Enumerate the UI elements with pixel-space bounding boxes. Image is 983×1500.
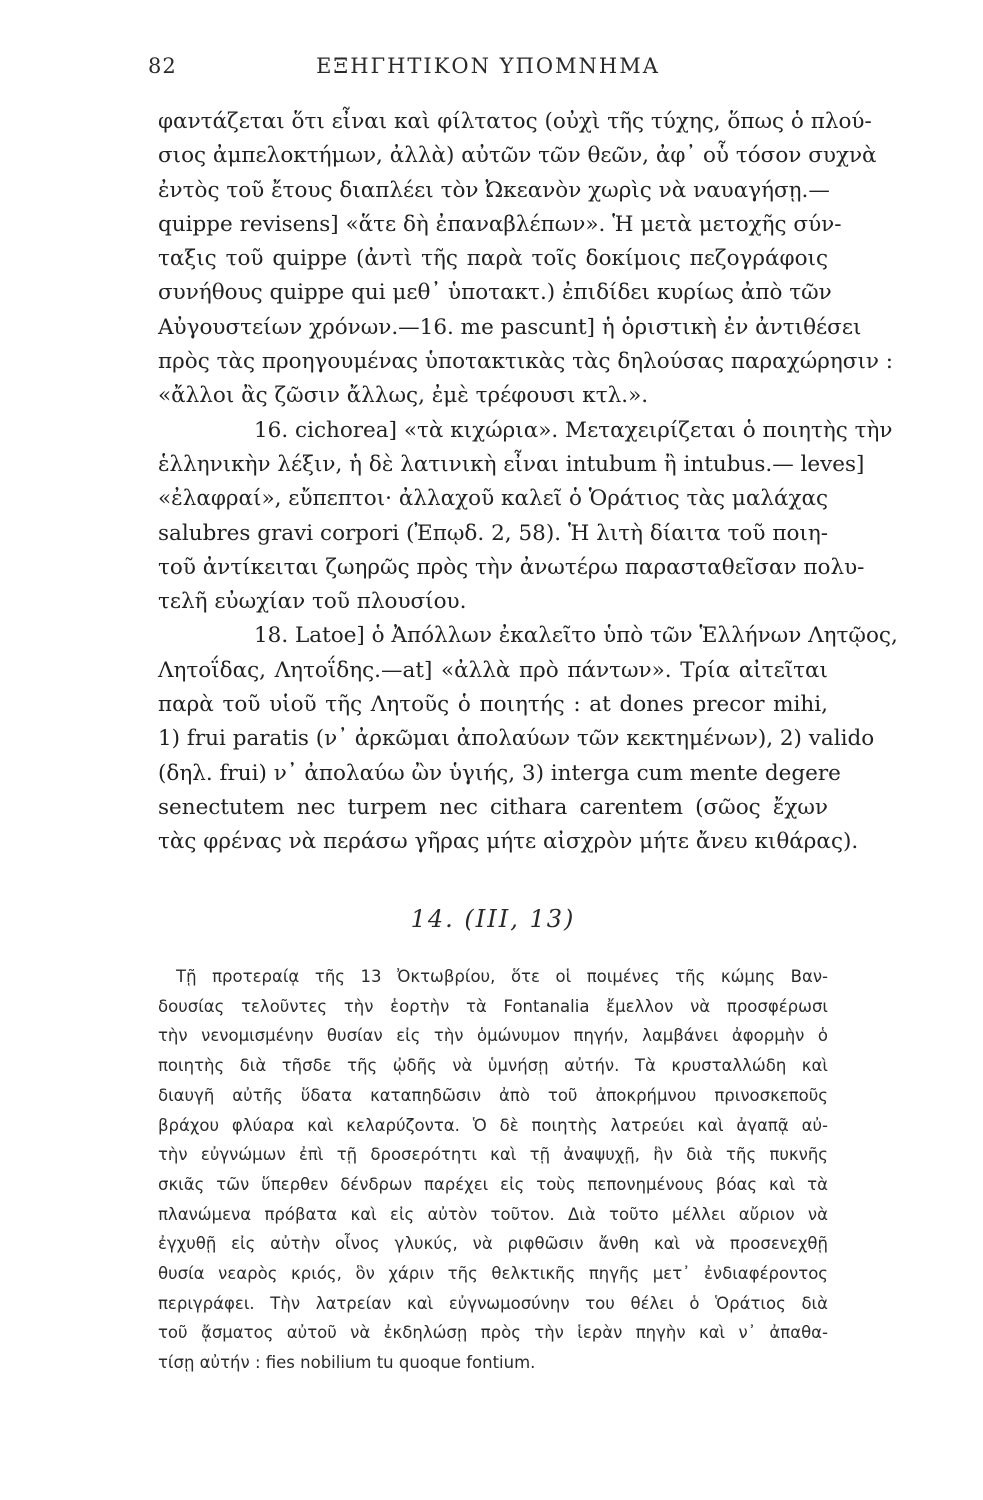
- commentary-line: (δηλ. frui) ν᾽ ἀπολαύω ὢν ὑγιής, 3) interga cum mente degere: [158, 760, 841, 786]
- commentary-line: «ἄλλοι ἂς ζῶσιν ἄλλως, ἐμὲ τρέφουσι κτλ.».: [158, 383, 649, 409]
- summary-line: θυσία νεαρὸς κριός, ὃν χάριν τῆς θελκτικῆς πηγῆς μετ᾽ ἐνδιαφέροντος: [158, 1264, 828, 1284]
- summary-line: σκιᾶς τῶν ὕπερθεν δένδρων παρέχει εἰς τοὺς πεπονημένους βόας καὶ τὰ: [158, 1174, 828, 1194]
- commentary-line: senectutem nec turpem nec cithara carentem (σῶος ἔχων: [158, 794, 828, 820]
- commentary-line: 1) frui paratis (ν᾽ ἀρκῶμαι ἀπολαύων τῶν κεκτημένων), 2) valido: [158, 726, 875, 752]
- summary-line: ἐγχυθῇ εἰς αὐτὴν οἶνος γλυκύς, νὰ ριφθῶσιν ἄνθη καὶ νὰ προσενεχθῇ: [158, 1234, 828, 1254]
- commentary-line: πρὸς τὰς προηγουμένας ὑποτακτικὰς τὰς δηλούσας παραχώρησιν :: [158, 349, 894, 375]
- commentary-line: ἐντὸς τοῦ ἔτους διαπλέει τὸν Ὠκεανὸν χωρὶς νὰ ναυαγήσῃ.—: [158, 177, 830, 203]
- summary-line: πλανώμενα πρόβατα καὶ εἰς αὐτὸν τοῦτον. Διὰ τοῦτο μέλλει αὔριον νὰ: [158, 1204, 828, 1224]
- commentary-line: τοῦ ἀντίκειται ζωηρῶς πρὸς τὴν ἀνωτέρω παρασταθεῖσαν πολυ-: [158, 554, 865, 580]
- page-number: 82: [148, 54, 177, 78]
- ode-summary: [158, 962, 828, 1378]
- commentary-line: ἑλληνικὴν λέξιν, ἡ δὲ λατινικὴ εἶναι intubum ἢ intubus.— leves]: [158, 451, 865, 477]
- commentary-line: «ἐλαφραί», εὔπεπτοι· ἀλλαχοῦ καλεῖ ὁ Ὁράτιος τὰς μαλάχας: [158, 486, 829, 512]
- summary-line: διαυγῆ αὐτῆς ὕδατα καταπηδῶσιν ἀπὸ τοῦ ἀποκρήμνου πρινοσκεποῦς: [158, 1085, 828, 1105]
- commentary-line: 18. Latoe] ὁ Ἀπόλλων ἐκαλεῖτο ὑπὸ τῶν Ἑλλήνων Λητῷος,: [254, 623, 898, 649]
- summary-line: τὴν εὐγνώμων ἐπὶ τῇ δροσερότητι καὶ τῇ ἀναψυχῇ, ἣν διὰ τῆς πυκνῆς: [158, 1145, 828, 1165]
- summary-line: περιγράφει. Τὴν λατρείαν καὶ εὐγνωμοσύνην του θέλει ὁ Ὁράτιος διὰ: [158, 1293, 828, 1313]
- running-head: [148, 54, 828, 84]
- commentary-line: τὰς φρένας νὰ περάσω γῆρας μήτε αἰσχρὸν μήτε ἄνευ κιθάρας).: [158, 829, 859, 855]
- summary-line: δουσίας τελοῦντες τὴν ἑορτὴν τὰ Fontanalia ἔμελλον νὰ προσφέρωσι: [158, 996, 828, 1016]
- summary-line: τοῦ ᾄσματος αὐτοῦ νὰ ἐκδηλώσῃ πρὸς τὴν ἱερὰν πηγὴν καὶ ν᾽ ἀπαθα-: [158, 1323, 828, 1343]
- commentary-line: σιος ἀμπελοκτήμων, ἀλλὰ) αὐτῶν τῶν θεῶν, ἀφ᾽ οὗ τόσον συχνὰ: [158, 143, 877, 169]
- summary-line: τὴν νενομισμένην θυσίαν εἰς τὴν ὁμώνυμον πηγήν, λαμβάνει ἀφορμὴν ὁ: [158, 1026, 828, 1046]
- summary-line: βράχου φλύαρα καὶ κελαρύζοντα. Ὁ δὲ ποιητὴς λατρεύει καὶ ἀγαπᾷ αὐ-: [158, 1115, 828, 1135]
- commentary-text: [158, 105, 898, 860]
- commentary-line: τελῆ εὐωχίαν τοῦ πλουσίου.: [158, 589, 467, 615]
- commentary-line: salubres gravi corpori (Ἐπῳδ. 2, 58). Ἡ λιτὴ δίαιτα τοῦ ποιη-: [158, 520, 828, 546]
- commentary-line: Λητοΐδας, Λητοΐδης.—at] «ἀλλὰ πρὸ πάντων». Τρία αἰτεῖται: [158, 657, 828, 683]
- commentary-line: ταξις τοῦ quippe (ἀντὶ τῆς παρὰ τοῖς δοκίμοις πεζογράφοις: [158, 246, 828, 272]
- commentary-line: παρὰ τοῦ υἱοῦ τῆς Λητοῦς ὁ ποιητής : at dones precor mihi,: [158, 692, 828, 718]
- running-title: ΕΞΗΓΗΤΙΚΟΝ ΥΠΟΜΝΗΜΑ: [316, 54, 660, 78]
- commentary-line: φαντάζεται ὅτι εἶναι καὶ φίλτατος (οὐχὶ τῆς τύχης, ὅπως ὁ πλού-: [158, 109, 872, 134]
- commentary-line: 16. cichorea] «τὰ κιχώρια». Μεταχειρίζεται ὁ ποιητὴς τὴν: [254, 417, 893, 443]
- summary-line: Τῇ προτεραίᾳ τῆς 13 Ὀκτωβρίου, ὅτε οἱ ποιμένες τῆς κώμης Βαν-: [176, 967, 828, 986]
- commentary-line: συνήθους quippe qui μεθ᾽ ὑποτακτ.) ἐπιδίδει κυρίως ἀπὸ τῶν: [158, 280, 832, 306]
- commentary-line: quippe revisens] «ἅτε δὴ ἐπαναβλέπων». Ἡ μετὰ μετοχῆς σύν-: [158, 211, 842, 237]
- commentary-line: Αὐγουστείων χρόνων.—16. me pascunt] ἡ ὁριστικὴ ἐν ἀντιθέσει: [158, 314, 862, 340]
- summary-line: τίσῃ αὐτήν : fies nobilium tu quoque fontium.: [158, 1353, 536, 1373]
- summary-line: ποιητὴς διὰ τῆσδε τῆς ᾠδῆς νὰ ὑμνήσῃ αὐτήν. Τὰ κρυσταλλώδη καὶ: [158, 1056, 828, 1076]
- section-heading: 14. (III, 13): [410, 905, 576, 933]
